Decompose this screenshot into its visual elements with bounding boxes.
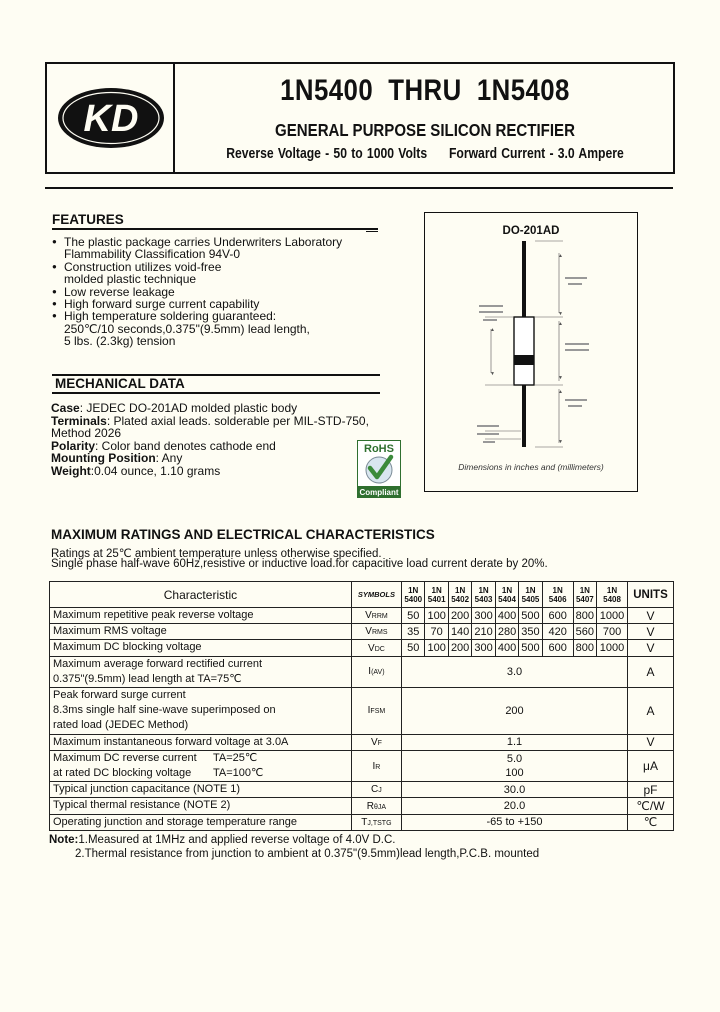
table-row xyxy=(50,640,674,656)
symbol-cell: VRRM xyxy=(351,608,401,624)
value-cell: 500 xyxy=(519,608,542,624)
rohs-bottom-text: Compliant xyxy=(359,488,399,497)
value-cell: -65 to +150 xyxy=(401,814,627,830)
footnote-label: Note: xyxy=(49,834,79,846)
polarity-value: : Color band denotes cathode end xyxy=(95,438,276,453)
col-device: 1N 5403 xyxy=(472,582,495,608)
col-device: 1N 5406 xyxy=(542,582,573,608)
value-cell: 300 xyxy=(472,608,495,624)
rohs-top-text: RoHS xyxy=(364,443,394,455)
characteristic-cell: Maximum repetitive peak reverse voltage xyxy=(50,608,352,624)
value-cell: 200 xyxy=(448,608,471,624)
value-cell: 30.0 xyxy=(401,782,627,798)
feature-item: Flammability Classification 94V-0 xyxy=(64,247,241,262)
svg-text:▲: ▲ xyxy=(558,389,563,395)
diode-outline-drawing xyxy=(425,213,639,493)
feature-item: ● High temperature soldering guaranteed: xyxy=(52,310,387,322)
kd-logo xyxy=(56,86,166,150)
col-units: UNITS xyxy=(628,582,674,608)
footnote-1 xyxy=(49,833,539,847)
ratings-note-1: Ratings at 25℃ ambient temperature unless otherwise specified. xyxy=(51,548,382,560)
value-cell: 600 xyxy=(542,608,573,624)
feature-item: 5 lbs. (2.3kg) tension xyxy=(64,334,176,349)
characteristic-cell: Maximum DC blocking voltage xyxy=(50,640,352,656)
svg-text:▼: ▼ xyxy=(490,371,495,377)
value-cell: 1.1 xyxy=(401,734,627,750)
mechanical-heading: MECHANICAL DATA xyxy=(55,376,185,391)
top-divider xyxy=(45,187,673,189)
svg-text:▼: ▼ xyxy=(558,375,563,381)
features-list xyxy=(52,236,387,348)
value-cell: 420 xyxy=(542,624,573,640)
weight-label: Weight xyxy=(51,463,91,478)
unit-cell: V xyxy=(628,640,674,656)
diode-top-lead xyxy=(522,241,526,317)
terminals-label: Terminals xyxy=(51,413,107,428)
feature-item: ● Construction utilizes void-free xyxy=(52,261,387,273)
value-cell: 600 xyxy=(542,640,573,656)
table-row xyxy=(50,624,674,640)
weight-line xyxy=(51,465,391,478)
package-diagram xyxy=(424,212,638,492)
table-row xyxy=(50,608,674,624)
header-box xyxy=(45,62,675,174)
case-label: Case xyxy=(51,401,80,415)
characteristic-cell: Maximum instantaneous forward voltage at 3.0A xyxy=(50,734,352,750)
spec-line xyxy=(217,146,634,162)
symbol-cell: I(AV) xyxy=(351,656,401,687)
svg-text:▲: ▲ xyxy=(490,327,495,333)
features-heading: FEATURES xyxy=(52,212,124,227)
logo-cell xyxy=(47,64,175,172)
value-cell: 800 xyxy=(573,640,596,656)
value-cell: 500 xyxy=(519,640,542,656)
value-cell: 3.0 xyxy=(401,656,627,687)
reverse-voltage-spec: Reverse Voltage - 50 to 1000 Volts xyxy=(226,146,428,162)
footnote-2: 2.Thermal resistance from junction to ambient at 0.375"(9.5mm)lead length,P.C.B. mounted xyxy=(75,848,540,860)
value-cell: 50 xyxy=(401,608,424,624)
ratings-heading: MAXIMUM RATINGS AND ELECTRICAL CHARACTERISTICS xyxy=(51,527,435,542)
feature-item: ● The plastic package carries Underwriters Laboratory xyxy=(52,236,387,248)
unit-cell: ℃ xyxy=(628,814,674,830)
value-cell: 280 xyxy=(495,624,518,640)
mech-rule-bottom xyxy=(52,392,380,394)
col-device: 1N 5402 xyxy=(448,582,471,608)
svg-text:▲: ▲ xyxy=(558,321,563,327)
logo-text: KD xyxy=(83,98,139,140)
svg-text:▲: ▲ xyxy=(558,253,563,259)
symbol-cell: TJ,TSTG xyxy=(351,814,401,830)
value-cell: 700 xyxy=(597,624,628,640)
diode-body xyxy=(514,317,534,385)
symbol-cell: IFSM xyxy=(351,688,401,735)
features-rule-tail xyxy=(366,231,378,232)
feature-item: ● Low reverse leakage xyxy=(52,286,387,298)
unit-cell: pF xyxy=(628,782,674,798)
value-cell: 300 xyxy=(472,640,495,656)
value-cell: 100 xyxy=(425,640,448,656)
forward-current-spec: Forward Current - 3.0 Ampere xyxy=(448,146,624,162)
value-cell: 5.0 100 xyxy=(401,750,627,781)
feature-item: ● High forward surge current capability xyxy=(52,298,387,310)
cathode-band xyxy=(514,355,534,365)
characteristic-cell: Typical junction capacitance (NOTE 1) xyxy=(50,782,352,798)
symbol-cell: RθJA xyxy=(351,798,401,814)
col-device: 1N 5407 xyxy=(573,582,596,608)
page-title: 1N5400 THRU 1N5408 xyxy=(280,74,570,107)
characteristic-cell: Typical thermal resistance (NOTE 2) xyxy=(50,798,352,814)
table-row xyxy=(50,814,674,830)
diode-bottom-lead xyxy=(522,385,526,447)
table-header-row xyxy=(50,582,674,608)
svg-text:▼: ▼ xyxy=(558,439,563,445)
unit-cell: V xyxy=(628,624,674,640)
characteristic-cell: Operating junction and storage temperature range xyxy=(50,814,352,830)
value-cell: 800 xyxy=(573,608,596,624)
value-cell: 100 xyxy=(425,608,448,624)
mounting-value: : Any xyxy=(155,451,183,466)
col-characteristic: Characteristic xyxy=(50,582,352,608)
feature-item: molded plastic technique xyxy=(64,272,197,287)
value-cell: 50 xyxy=(401,640,424,656)
table-row xyxy=(50,734,674,750)
page-subtitle: GENERAL PURPOSE SILICON RECTIFIER xyxy=(275,120,575,140)
symbol-cell: VF xyxy=(351,734,401,750)
characteristic-cell: Maximum DC reverse current TA=25℃ at rated DC blocking voltage TA=100℃ xyxy=(50,750,352,781)
feature-item: 250℃/10 seconds,0.375"(9.5mm) lead length, xyxy=(64,321,310,336)
value-cell: 210 xyxy=(472,624,495,640)
table-row xyxy=(50,688,674,735)
col-device: 1N 5400 xyxy=(401,582,424,608)
terminals-line-2: Method 2026 xyxy=(51,426,122,441)
value-cell: 1000 xyxy=(597,640,628,656)
value-cell: 20.0 xyxy=(401,798,627,814)
terminals-value: : Plated axial leads. solderable per MIL-STD-750, xyxy=(106,413,369,428)
unit-cell: A xyxy=(628,656,674,687)
case-value: : JEDEC DO-201AD molded plastic body xyxy=(79,401,298,415)
value-cell: 200 xyxy=(448,640,471,656)
value-cell: 350 xyxy=(519,624,542,640)
value-cell: 1000 xyxy=(597,608,628,624)
characteristic-cell: Peak forward surge current 8.3ms single half sine-wave superimposed on rated load (JEDEC Method) xyxy=(50,688,352,735)
symbol-cell: CJ xyxy=(351,782,401,798)
symbol-cell: VRMS xyxy=(351,624,401,640)
col-device: 1N 5401 xyxy=(425,582,448,608)
ratings-table xyxy=(49,581,674,831)
ratings-note-2: Single phase half-wave 60Hz,resistive or inductive load.for capacitive load current derate by 20%. xyxy=(51,558,548,570)
title-cell xyxy=(177,64,673,172)
table-row xyxy=(50,750,674,781)
characteristic-cell: Maximum RMS voltage xyxy=(50,624,352,640)
col-device: 1N 5405 xyxy=(519,582,542,608)
value-cell: 400 xyxy=(495,608,518,624)
package-note: Dimensions in inches and (millimeters) xyxy=(458,462,604,472)
unit-cell: μA xyxy=(628,750,674,781)
value-cell: 70 xyxy=(425,624,448,640)
col-symbols: SYMBOLS xyxy=(351,582,401,608)
table-row xyxy=(50,656,674,687)
features-rule xyxy=(52,228,378,230)
symbol-cell: IR xyxy=(351,750,401,781)
value-cell: 140 xyxy=(448,624,471,640)
col-device: 1N 5404 xyxy=(495,582,518,608)
characteristic-cell: Maximum average forward rectified current 0.375"(9.5mm) lead length at TA=75℃ xyxy=(50,656,352,687)
footnote-1-text: 1.Measured at 1MHz and applied reverse voltage of 4.0V D.C. xyxy=(78,834,396,846)
unit-cell: V xyxy=(628,608,674,624)
col-device: 1N 5408 xyxy=(597,582,628,608)
symbol-cell: VDC xyxy=(351,640,401,656)
value-cell: 560 xyxy=(573,624,596,640)
table-row xyxy=(50,782,674,798)
mounting-label: Mounting Position xyxy=(51,451,156,466)
mechanical-data xyxy=(51,402,391,478)
unit-cell: A xyxy=(628,688,674,735)
rohs-badge-icon xyxy=(357,440,401,498)
value-cell: 200 xyxy=(401,688,627,735)
value-cell: 400 xyxy=(495,640,518,656)
value-cell: 35 xyxy=(401,624,424,640)
polarity-label: Polarity xyxy=(51,438,96,453)
svg-text:▼: ▼ xyxy=(558,311,563,317)
unit-cell: ℃/W xyxy=(628,798,674,814)
unit-cell: V xyxy=(628,734,674,750)
footnotes xyxy=(49,833,539,861)
package-title: DO-201AD xyxy=(502,225,560,237)
weight-value: :0.04 ounce, 1.10 grams xyxy=(90,463,221,478)
table-row xyxy=(50,798,674,814)
